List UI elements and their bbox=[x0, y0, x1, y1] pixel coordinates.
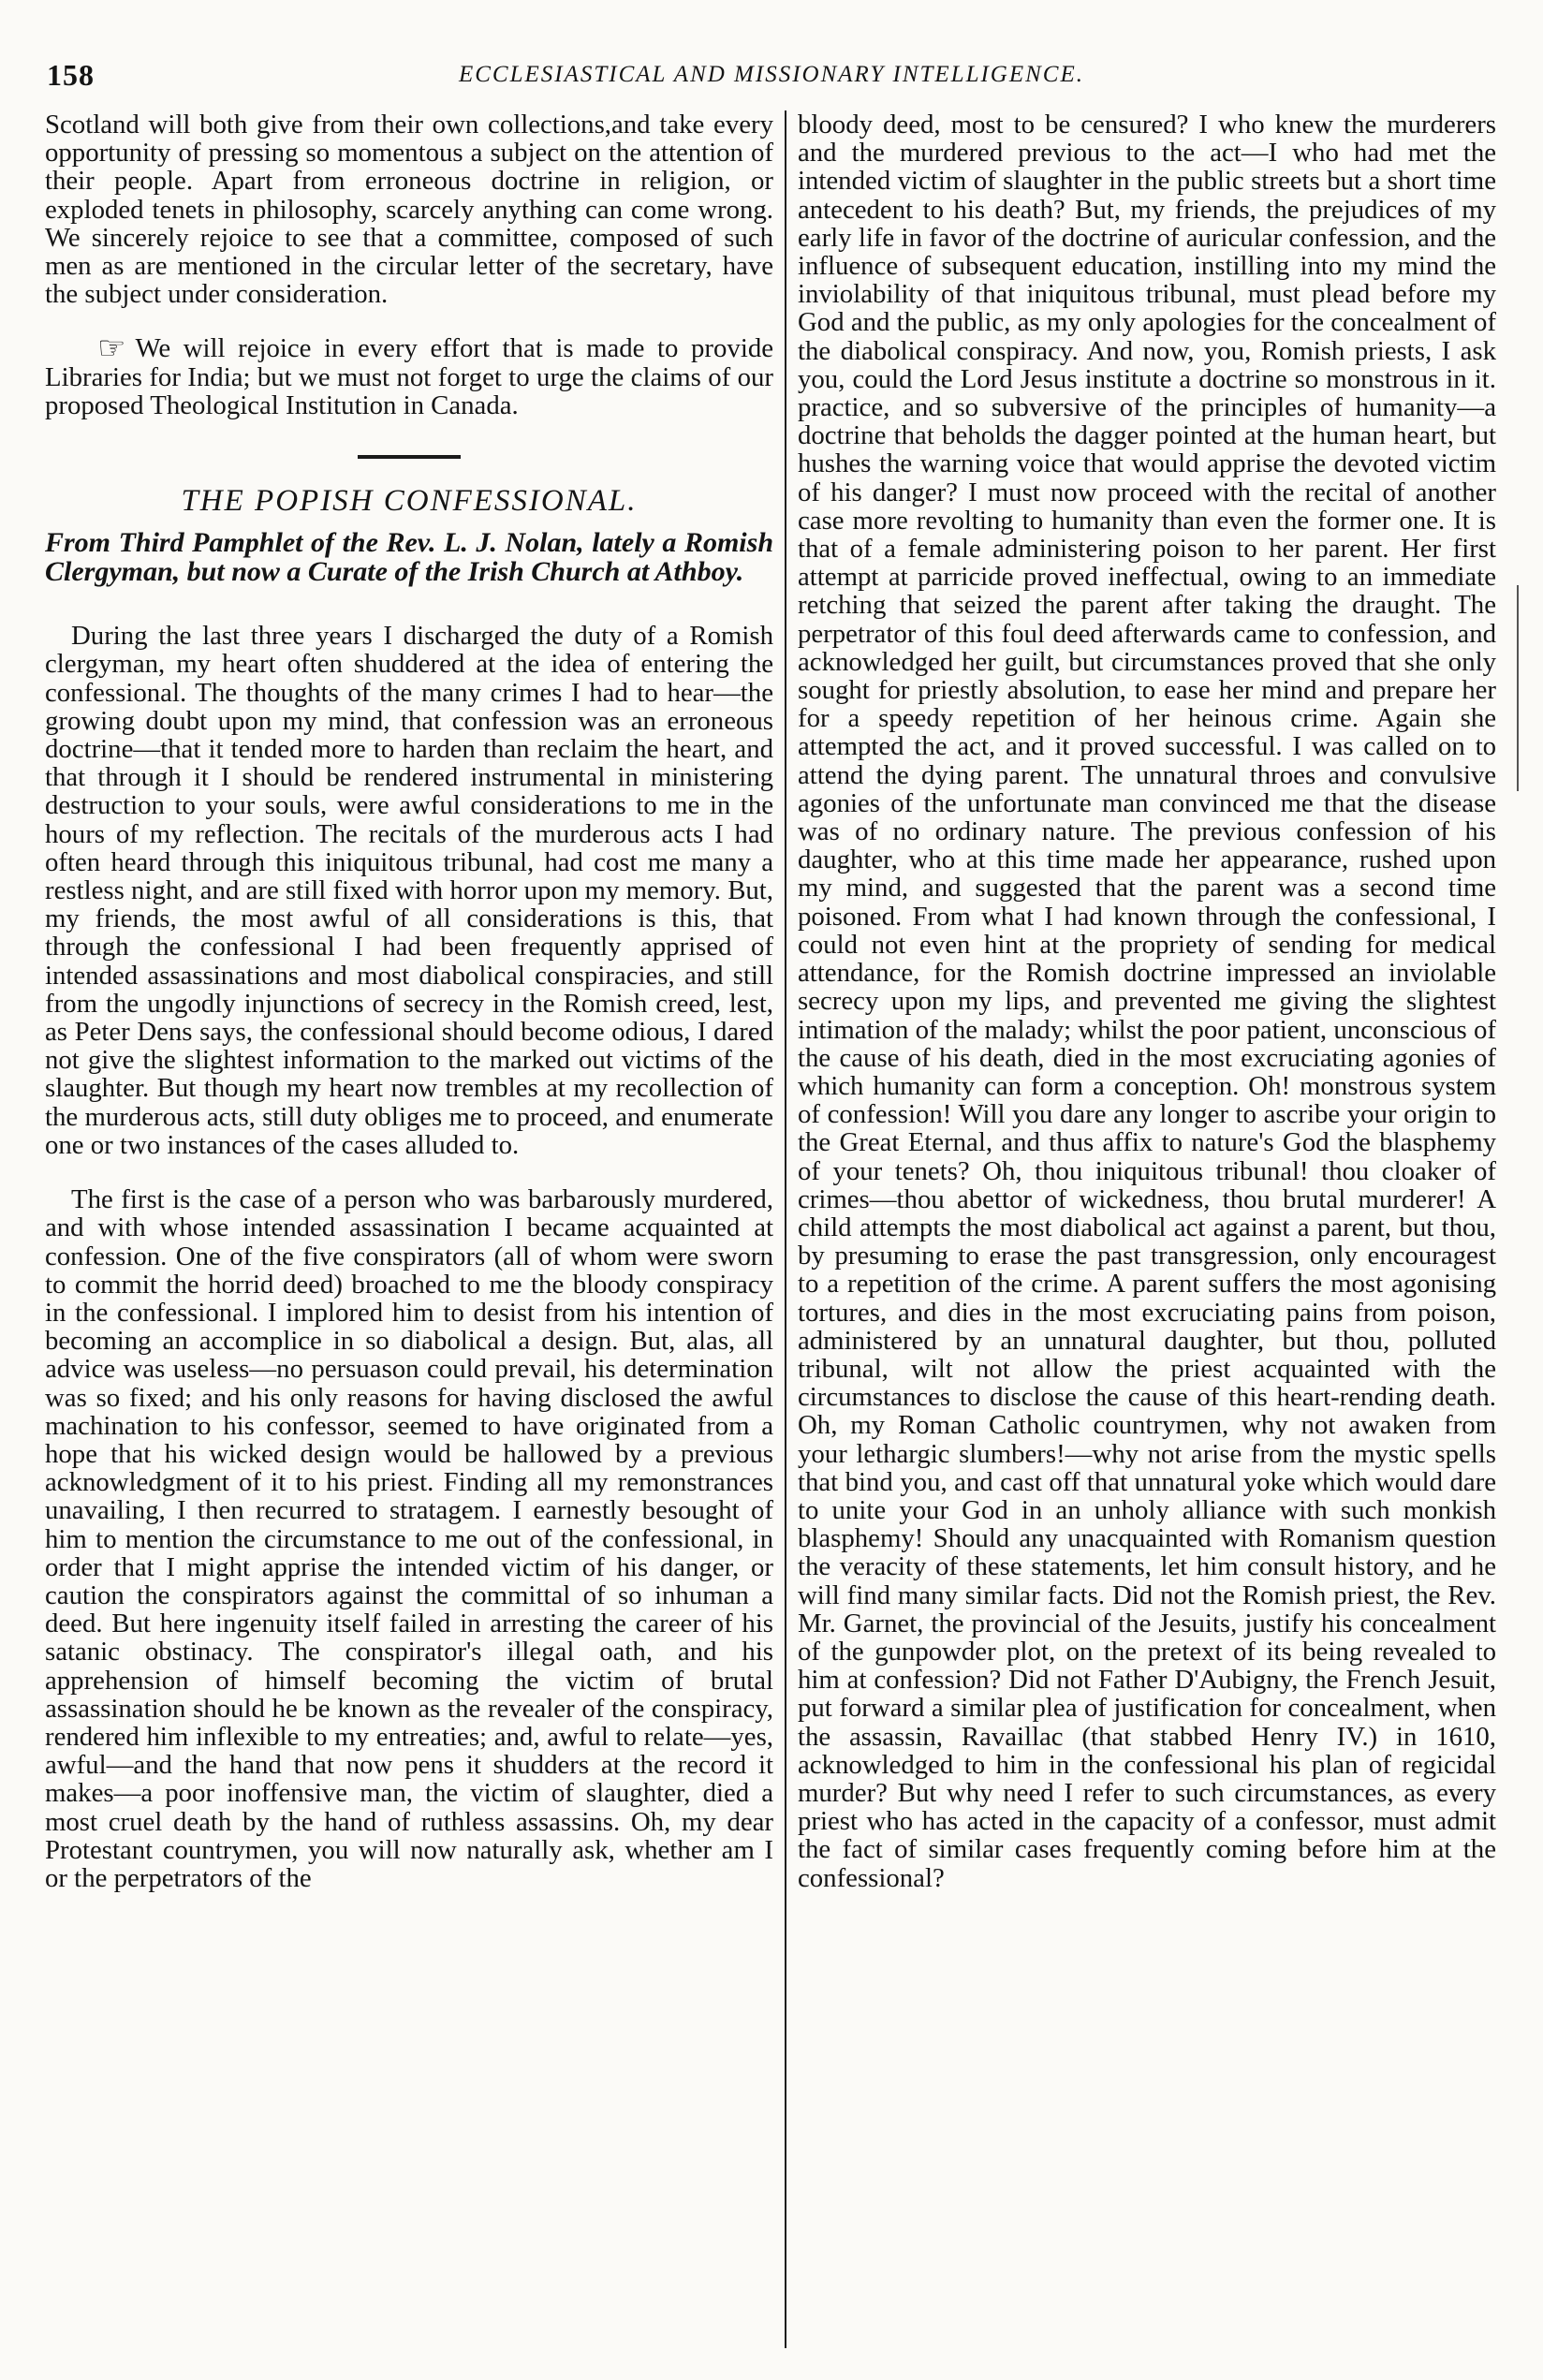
running-head bbox=[47, 58, 1496, 105]
margin-mark bbox=[1517, 585, 1519, 791]
pointing-hand-icon: ☞ bbox=[97, 331, 126, 367]
section-separator bbox=[358, 455, 461, 459]
paragraph-continuation: bloody deed, most to be censured? I who knew the murderers and the murdered previous to the act—I who had met the intended victim of slaughter in the public streets but a short time antecedent to his death? But, my friends, the prejudices of my early life in favor of the doctrine of auricular confession, and the influence of subsequent education, instilling into my mind the inviolability of that iniquitous tribunal, must plead before my God and the public, as my only apologies for the concealment of the diabolical conspiracy. And now, you, Romish priests, I ask you, could the Lord Jesus institute a doctrine so monstrous in it. practice, and so subversive of the principles of humanity—a doctrine that beholds the dagger pointed at the human heart, but hushes the warning voice that would apprise the devoted victim of his danger? I must now proceed with the recital of another case more revolting to humanity than even the former one. It is that of a female administering poison to her parent. Her first attempt at parricide proved ineffectual, owing to an immediate retching that seized the parent after taking the draught. The perpetrator of this foul deed afterwards came to confession, and acknowledged her guilt, but circumstances proved that she only sought for priestly absolution, to ease her mind and prepare her for a speedy repetition of her heinous crime. Again she attempted the act, and it proved successful. I was called on to attend the dying parent. The unnatural throes and convulsive agonies of the unfortunate man convinced me that the disease was of no ordinary nature. The previous confession of his daughter, who at this time made her appearance, rushed upon my mind, and suggested that the parent was a second time poisoned. From what I had known through the confessional, I could not even hint at the propriety of sending for medical attendance, for the Romish doctrine impressed an inviolable secrecy upon my lips, and prevented me giving the slightest intimation of the malady; whilst the poor patient, unconscious of the cause of his death, died in the most excruciating agonies of which humanity can form a conception. Oh! monstrous system of confession! Will you dare any longer to ascribe your origin to the Great Eternal, and thus affix to nature's God the blasphemy of your tenets? Oh, thou iniquitous tribunal! thou cloaker of crimes—thou abettor of wickedness, thou brutal murderer! A child attempts the most diabolical act against a parent, but thou, by presuming to erase the past transgression, only encouragest to a repetition of the crime. A parent suffers the most agonising tortures, and dies in the most excruciating pains from poison, administered by an unnatural daughter, but thou, polluted tribunal, wilt not allow the priest acquainted with the circumstances to disclose the cause of this heart-rending death. Oh, my Roman Catholic countrymen, why not awaken from your lethargic slumbers!—why not arise from the mystic spells that bind you, and cast off that unnatural yoke which would dare to unite your God in an unholy alliance with such monkish blasphemy! Should any unacquainted with Romanism question the veracity of these statements, let him consult history, and he will find many similar facts. Did not the Romish priest, the Rev. Mr. Garnet, the provincial of the Jesuits, justify his concealment of the gunpowder plot, on the pretext of its being revealed to him at confession? Did not Father D'Aubigny, the French Jesuit, put forward a similar plea of justification for concealment, when the assassin, Ravaillac (that stabbed Henry IV.) in 1610, acknowledged to him in the confessional his plan of regicidal murder? But why need I refer to such circumstances, as every priest who has acted in the capacity of a confessor, must admit the fact of similar cases frequently coming before him at the confessional? bbox=[798, 110, 1496, 1893]
paragraph: The first is the case of a person who was barbarously murdered, and with whose intended assassination I became acquainted at confession. One of the five conspirators (all of whom were sworn to commit the horrid deed) broached to me the bloody conspiracy in the confessional. I implored him to desist from his intention of becoming an accomplice in so diabolical a design. But, alas, all advice was useless—no persuason could prevail, his determination was so fixed; and his only reasons for having disclosed the awful machination to his confessor, seemed to have originated from a hope that his wicked design would be hallowed by a previous acknowledgment of it to his priest. Finding all my remonstrances unavailing, I then recurred to stratagem. I earnestly besought of him to mention the circumstance to me out of the confessional, in order that I might apprise the intended victim of his danger, or caution the conspirators against the committal of so inhuman a deed. But here ingenuity itself failed in arresting the career of his satanic obstinacy. The conspirator's illegal oath, and his apprehension of himself becoming the victim of brutal assassination should he be known as the revealer of the conspiracy, rendered him inflexible to my entreaties; and, awful to relate—yes, awful—and the hand that now pens it shudders at the record it makes—a poor inoffensive man, the victim of slaughter, died a most cruel death by the hand of ruthless assassins. Oh, my dear Protestant countrymen, you will now naturally ask, whether am I or the perpetrators of the bbox=[45, 1184, 773, 1893]
left-column bbox=[45, 110, 773, 1918]
right-column bbox=[798, 110, 1496, 1918]
intro-paragraph: Scotland will both give from their own collections,and take every opportunity of pressing so momentous a subject on the attention of their people. Apart from erroneous doctrine in religion, or exploded tenets in philosophy, scarcely anything can come wrong. We sincerely rejoice to see that a committee, composed of such men as are mentioned in the circular letter of the secretary, have the subject under consideration. bbox=[45, 110, 773, 310]
running-title: ECCLESIASTICAL AND MISSIONARY INTELLIGENCE. bbox=[458, 62, 1085, 87]
notice-text: We will rejoice in every effort that is made to provide Libraries for India; but we must not forget to urge the claims of our proposed Theological Institution in Canada. bbox=[45, 333, 773, 420]
paragraph: During the last three years I discharged the duty of a Romish clergyman, my heart often shuddered at the idea of entering the confessional. The thoughts of the many crimes I had to hear—the growing doubt upon my mind, that confession was an erroneous doctrine—that it tended more to harden than reclaim the heart, and that through it I should be rendered instrumental in ministering destruction to your souls, were awful considerations to me in the hours of my reflection. The recitals of the murderous acts I had often heard through this iniquitous tribunal, had cost me many a restless night, and are still fixed with horror upon my memory. But, my friends, the most awful of all considerations is this, that through the confessional I had been frequently apprised of intended assassinations and most diabolical conspiracies, and still from the ungodly injunctions of secrecy in the Romish creed, lest, as Peter Dens says, the confessional should become odious, I dared not give the slightest information to the marked out victims of the slaughter. But though my heart now trembles at my recollection of the murderous acts, still duty obliges me to proceed, and enumerate one or two instances of the cases alluded to. bbox=[45, 621, 773, 1160]
column-divider bbox=[785, 110, 786, 2348]
article-byline: From Third Pamphlet of the Rev. L. J. Nolan, lately a Romish Clergyman, but now a Curate of the Irish Church at Athboy. bbox=[45, 527, 773, 588]
page-number: 158 bbox=[47, 58, 95, 92]
notice-paragraph bbox=[45, 331, 773, 420]
article-title: THE POPISH CONFESSIONAL. bbox=[181, 484, 638, 519]
